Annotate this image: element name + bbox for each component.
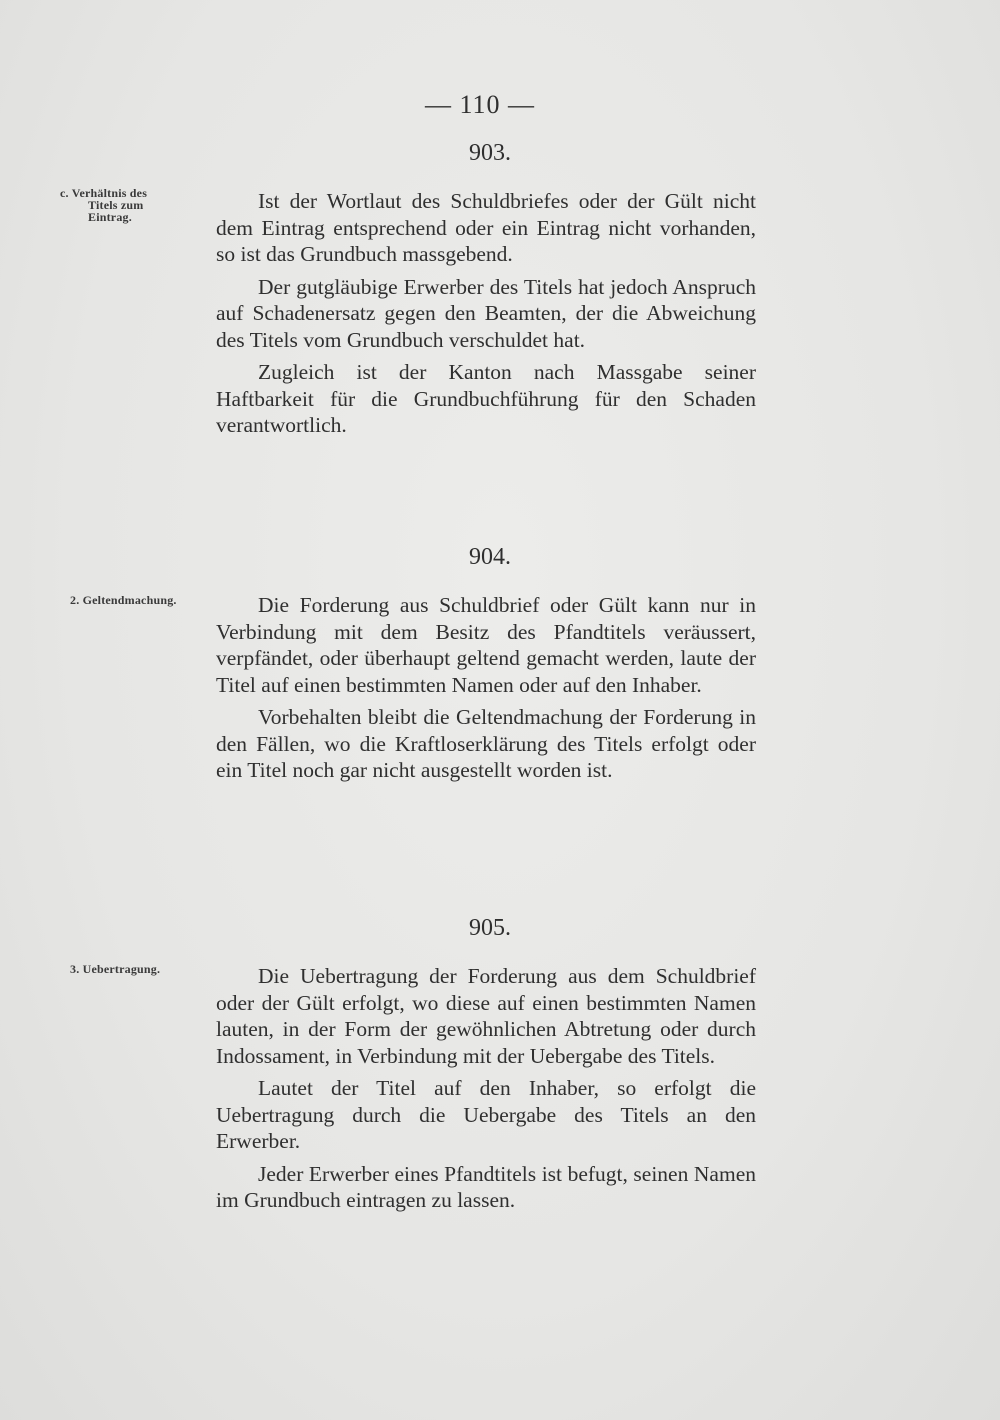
paragraph: Ist der Wortlaut des Schuldbriefes oder der Gült nicht dem Eintrag entsprechend oder ein Eintrag nicht vorhanden, so ist das Grundbuch massgebend.	[216, 189, 756, 266]
paragraph: Zugleich ist der Kanton nach Massgabe seiner Haftbarkeit für die Grundbuchführung für den Schaden verantwortlich.	[216, 360, 756, 437]
article-number: 904.	[469, 544, 511, 570]
article-905	[216, 913, 756, 1220]
article-number: 905.	[469, 915, 511, 941]
paragraph: Die Forderung aus Schuldbrief oder Gült kann nur in Verbindung mit dem Besitz des Pfandtitels veräussert, verpfändet, oder überhaupt geltend gemacht werden, laute der Titel auf einen bestimmten Namen oder auf den Inhaber.	[216, 593, 756, 697]
margin-note-line: 3. Uebertragung.	[70, 962, 161, 976]
margin-note-903	[60, 187, 200, 223]
paragraph: Die Uebertragung der Forderung aus dem Schuldbrief oder der Gült erfolgt, wo diese auf einen bestimmten Namen lauten, in der Form der gewöhnlichen Abtretung oder durch Indossament, in Verbindung mit der Uebergabe des Titels.	[216, 964, 756, 1068]
article-904	[216, 542, 756, 790]
article-number: 903.	[469, 140, 511, 166]
margin-note-line: Eintrag.	[88, 210, 132, 224]
margin-note-line: Titels zum	[88, 198, 144, 212]
paragraph: Lautet der Titel auf den Inhaber, so erfolgt die Uebertragung durch die Uebergabe des Titels an den Erwerber.	[216, 1076, 756, 1153]
page-number: — 110 —	[424, 90, 536, 119]
margin-note-line: 2. Geltendmachung.	[70, 593, 177, 607]
paragraph: Jeder Erwerber eines Pfandtitels ist befugt, seinen Namen im Grundbuch eintragen zu lassen.	[216, 1161, 756, 1212]
margin-note-905	[70, 963, 210, 975]
article-903	[216, 138, 756, 445]
margin-note-904	[70, 594, 210, 606]
margin-note-line: c. Verhältnis des	[60, 186, 148, 200]
paragraph: Vorbehalten bleibt die Geltendmachung der Forderung in den Fällen, wo die Kraftloserklärung des Titels erfolgt oder ein Titel noch gar nicht ausgestellt worden ist.	[216, 705, 756, 782]
paragraph: Der gutgläubige Erwerber des Titels hat jedoch Anspruch auf Schadenersatz gegen den Beamten, der die Abweichung des Titels vom Grundbuch verschuldet hat.	[216, 274, 756, 352]
